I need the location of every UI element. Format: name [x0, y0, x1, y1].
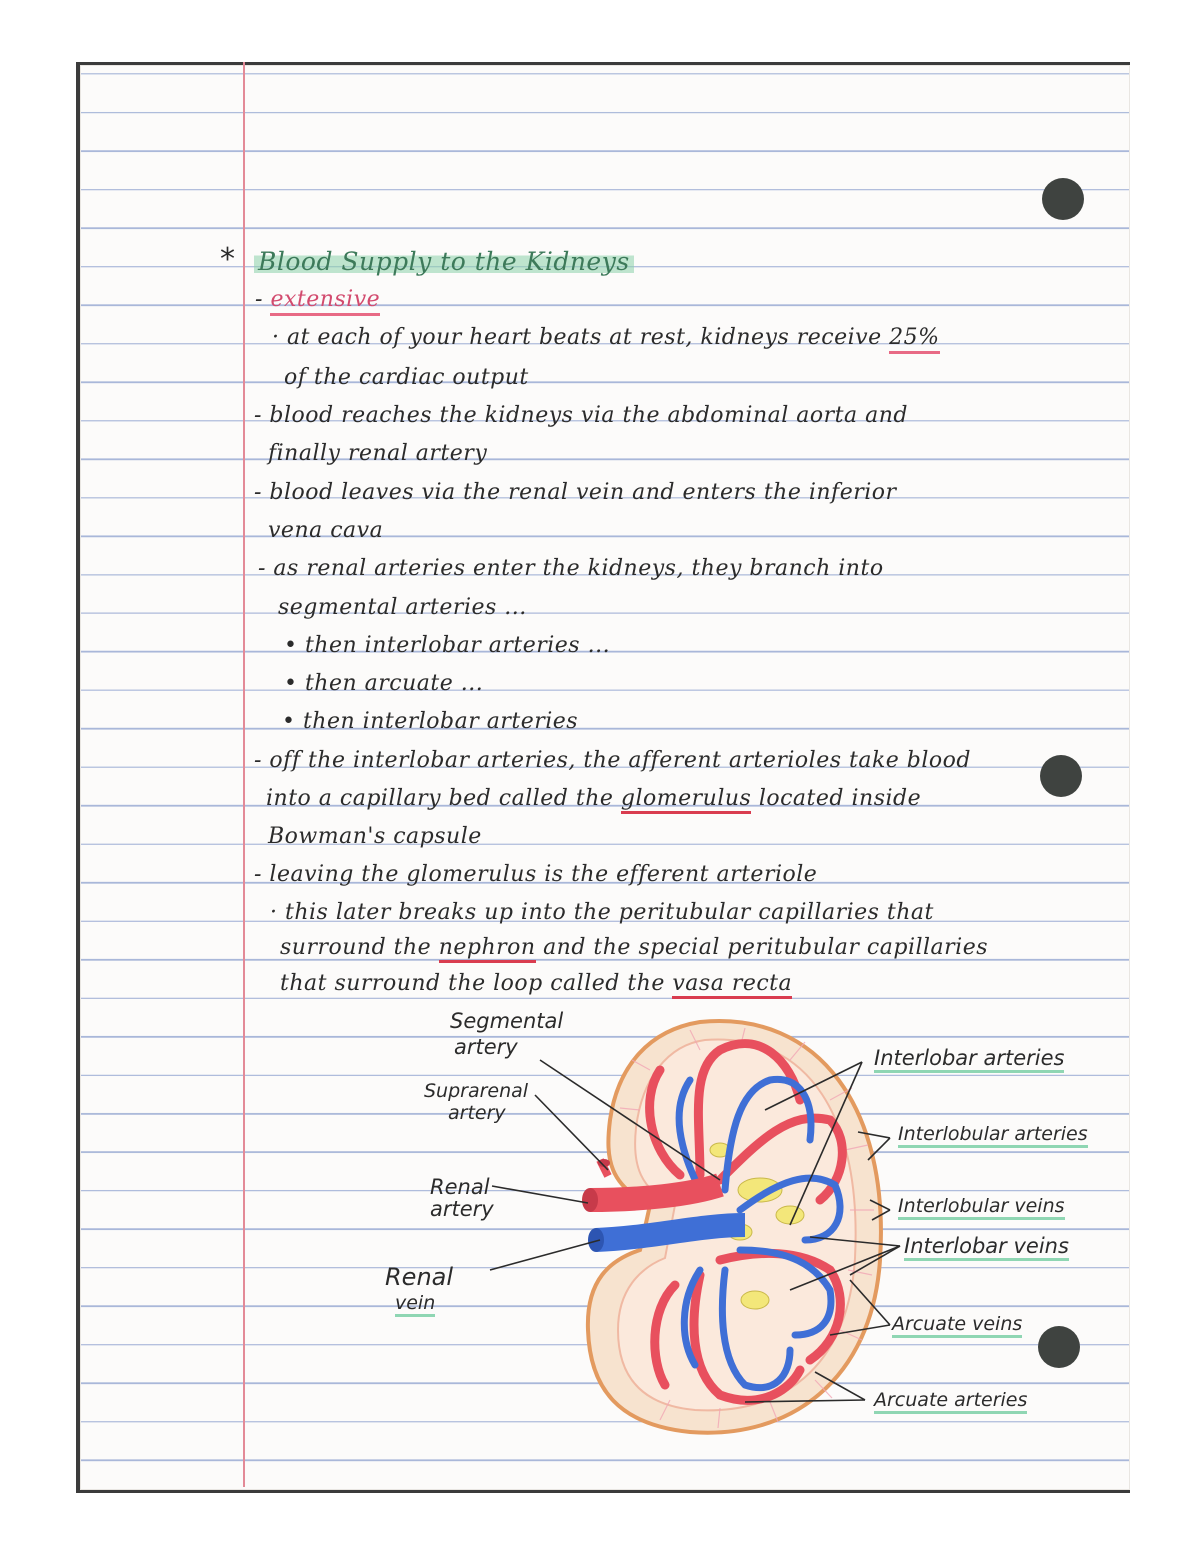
note-line-8: - as renal arteries enter the kidneys, they branch into — [258, 556, 884, 581]
note-line-2: · at each of your heart beats at rest, kidneys receive 25% — [272, 326, 940, 350]
note-line-1: - extensive — [255, 288, 380, 312]
note-line-11: • then arcuate ... — [284, 671, 484, 696]
renal-artery-vessel — [590, 1185, 720, 1200]
note-line-9: segmental arteries ... — [278, 595, 527, 620]
label-arcuate-arteries: Arcuate arteries — [874, 1388, 1027, 1412]
label-interlobular-veins: Interlobular veins — [898, 1194, 1065, 1218]
note-line-10: • then interlobar arteries ... — [284, 633, 611, 658]
note-line-15: Bowman's capsule — [268, 824, 482, 849]
label-arcuate-veins: Arcuate veins — [892, 1312, 1022, 1336]
label-interlobular-arteries: Interlobular arteries — [898, 1122, 1088, 1146]
note-line-19: that surround the loop called the vasa recta — [280, 972, 792, 996]
note-line-5: finally renal artery — [268, 441, 488, 466]
label-interlobar-arteries: Interlobar arteries — [874, 1046, 1064, 1070]
label-segmental-artery: Segmental artery — [450, 1009, 564, 1059]
label-renal-vein: Renal vein — [385, 1264, 453, 1316]
note-line-13: - off the interlobar arteries, the afferent arterioles take blood — [254, 748, 971, 773]
note-line-17: · this later breaks up into the peritubular capillaries that — [270, 900, 934, 925]
note-line-14: into a capillary bed called the glomerulus located inside — [266, 787, 921, 811]
renal-vein-opening — [588, 1228, 604, 1252]
renal-artery-opening — [582, 1188, 598, 1212]
label-interlobar-veins: Interlobar veins — [904, 1234, 1069, 1258]
renal-vein-vessel — [596, 1225, 745, 1240]
note-line-18: surround the nephron and the special peritubular capillaries — [280, 936, 988, 960]
label-suprarenal-artery: Suprarenal artery — [424, 1080, 529, 1124]
label-renal-artery: Renal artery — [430, 1175, 494, 1221]
page-title: Blood Supply to the Kidneys — [254, 250, 634, 274]
note-line-4: - blood reaches the kidneys via the abdominal aorta and — [254, 403, 908, 428]
note-line-7: vena cava — [268, 518, 384, 543]
note-line-16: - leaving the glomerulus is the efferent arteriole — [254, 862, 818, 887]
note-line-3: of the cardiac output — [284, 365, 529, 390]
star-bullet: * — [220, 242, 235, 277]
note-line-6: - blood leaves via the renal vein and enters the inferior — [254, 480, 897, 505]
note-line-12: • then interlobar arteries — [282, 709, 579, 734]
